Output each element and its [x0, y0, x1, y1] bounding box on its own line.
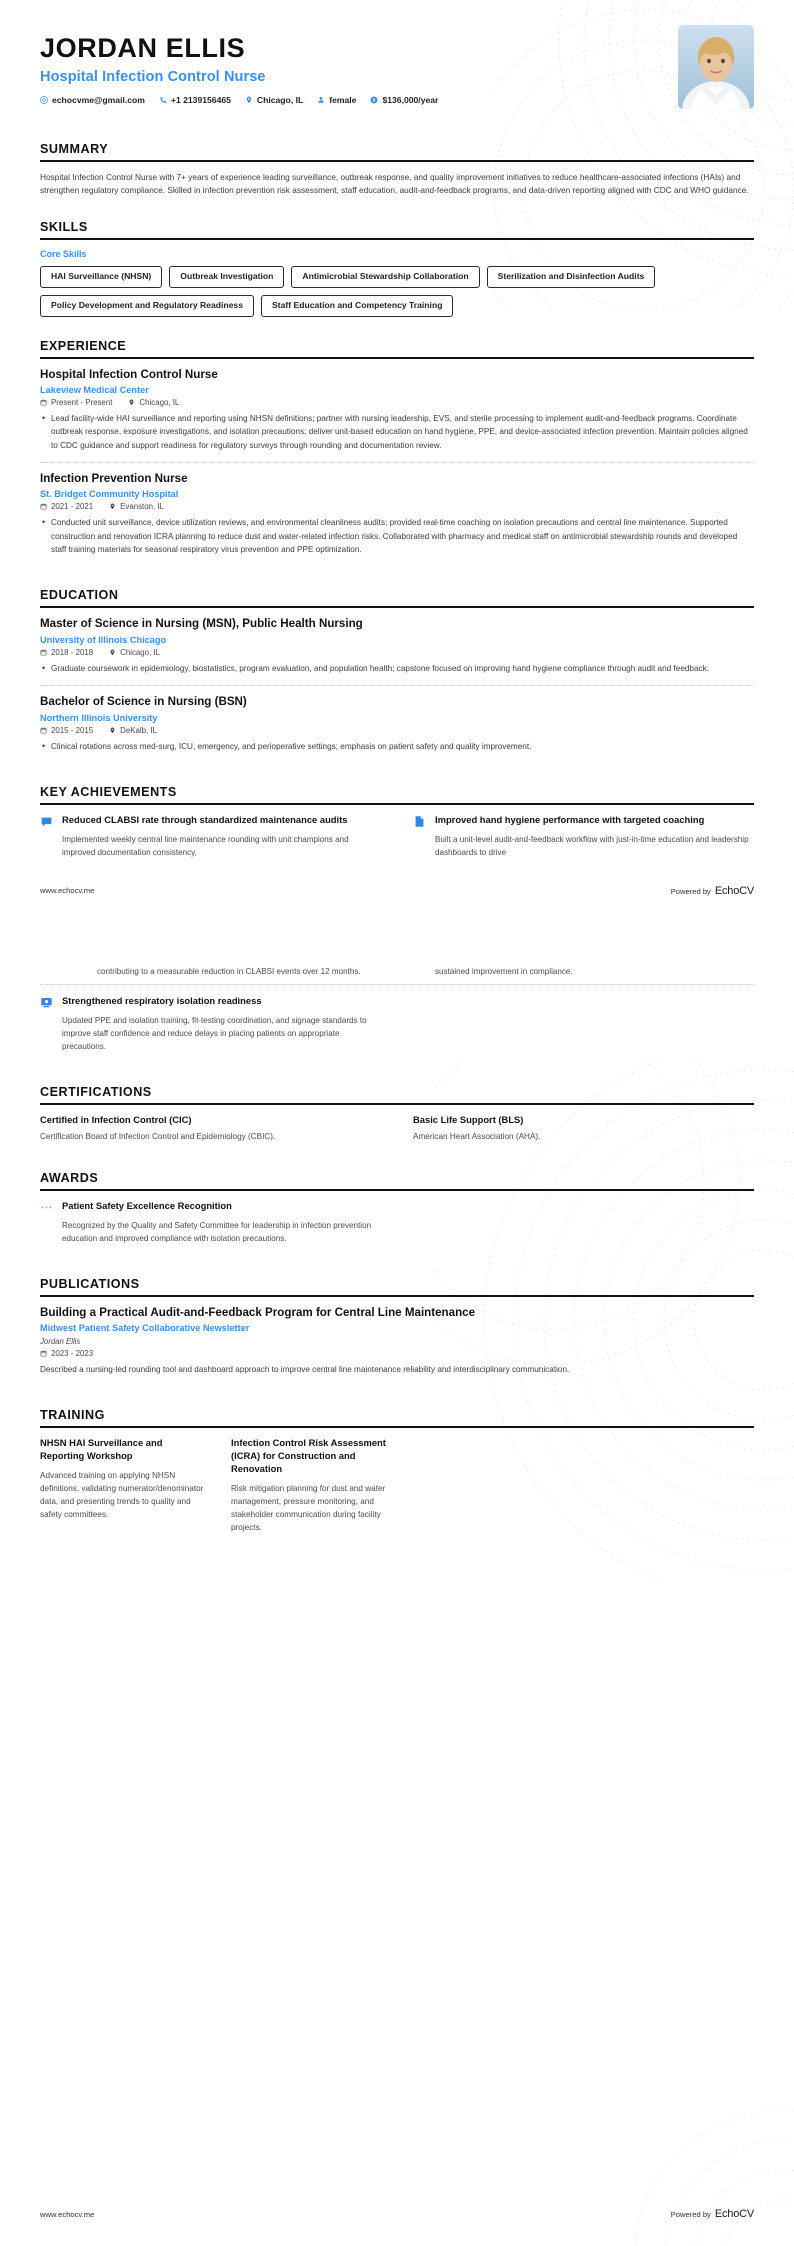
contact-gender — [317, 95, 356, 105]
footer-brand — [671, 885, 754, 897]
education-meta — [40, 726, 754, 735]
bullet-item: • Clinical rotations across med-surg, ICU, emergency, and perioperative settings; emphasis on patient safety and quality improvement. — [40, 740, 754, 753]
training-name: Infection Control Risk Assessment (ICRA) for Construction and Renovation — [231, 1436, 386, 1474]
education-meta — [40, 648, 754, 657]
skill-tag[interactable]: Staff Education and Competency Training — [261, 295, 453, 317]
publication-publisher: Midwest Patient Safety Collaborative Newsletter — [40, 1323, 250, 1334]
salary-icon — [370, 96, 378, 104]
experience-bullets — [40, 412, 754, 452]
powered-by-label: Powered by — [670, 886, 711, 896]
page-break-region — [0, 869, 794, 965]
date-range — [40, 1349, 93, 1358]
publication-desc: Described a nursing-led rounding tool and dashboard approach to improve central line maintenance reliability and interdisciplinary communication. — [40, 1365, 570, 1375]
training-section-title: TRAINING — [40, 1407, 105, 1422]
skill-tag[interactable]: Policy Development and Regulatory Readiness — [40, 295, 254, 317]
education-school: Northern Illinois University — [40, 712, 158, 723]
date-range — [40, 502, 93, 511]
awards-section-title: AWARDS — [40, 1170, 99, 1185]
experience-section-title: EXPERIENCE — [40, 338, 127, 353]
footer-url[interactable]: www.echocv.me — [40, 2209, 95, 2219]
speech-bubble-icon — [40, 815, 53, 828]
education-section-title: EDUCATION — [40, 588, 119, 603]
summary-section — [0, 142, 794, 198]
education-degree: Master of Science in Nursing (MSN), Public Health Nursing — [40, 617, 363, 631]
experience-meta — [40, 502, 754, 511]
bullet-item: • Lead facility-wide HAI surveillance and reporting using NHSN definitions; partner with nursing leadership, EVS, and sterile processing to implement audit-and-feedback programs. Coordinate outbreak response, exposure investigations, and isolation precautions; deliver unit-based education on hand hygiene, PPE, and device-associated infection prevention. Maintain policies aligned to CDC guidance and support readiness for regulatory surveys through rounding and documentation review. — [40, 412, 754, 452]
section-divider — [40, 606, 754, 608]
section-divider — [40, 1103, 754, 1105]
location-icon — [128, 399, 135, 406]
education-entry — [40, 617, 754, 685]
awards-grid — [40, 1200, 754, 1255]
section-divider — [40, 1189, 754, 1191]
achievements-grid — [40, 814, 754, 869]
experience-role: Infection Prevention Nurse — [40, 471, 188, 485]
achievement-desc: Implemented weekly central line maintenance rounding with unit champions and improved documentation consistency, — [62, 834, 349, 857]
experience-entry — [40, 462, 754, 566]
key-achievements-continued — [0, 965, 794, 1063]
skill-tag[interactable]: HAI Surveillance (NHSN) — [40, 266, 162, 288]
education-degree: Bachelor of Science in Nursing (BSN) — [40, 695, 247, 709]
achievement-desc-continued: contributing to a measurable reduction in CLABSI events over 12 months. — [97, 966, 361, 976]
document-icon — [413, 815, 426, 828]
location-icon — [109, 503, 116, 510]
contact-salary — [370, 95, 438, 105]
skill-tag[interactable]: Outbreak Investigation — [169, 266, 284, 288]
powered-by-label: Powered by — [670, 2210, 711, 2219]
training-name: NHSN HAI Surveillance and Reporting Workshop — [40, 1436, 163, 1461]
experience-company: Lakeview Medical Center — [40, 385, 149, 396]
certifications-section-title: CERTIFICATIONS — [40, 1084, 152, 1099]
training-item — [231, 1437, 396, 1543]
section-divider — [40, 357, 754, 359]
experience-meta — [40, 398, 754, 407]
section-divider — [40, 1426, 754, 1428]
achievement-desc: Built a unit-level audit-and-feedback workflow with just-in-time education and leadership dashboards to drive — [435, 834, 749, 857]
location — [109, 648, 160, 657]
award-desc: Recognized by the Quality and Safety Committee for leadership in infection prevention education and improved compliance with isolation precautions. — [62, 1220, 372, 1243]
publication-title: Building a Practical Audit-and-Feedback Program for Central Line Maintenance — [40, 1305, 476, 1319]
svg-text:$: $ — [373, 97, 376, 103]
skill-tag[interactable]: Sterilization and Disinfection Audits — [487, 266, 656, 288]
page-title: JORDAN ELLIS — [40, 33, 246, 63]
location — [109, 502, 164, 511]
training-item — [40, 1437, 205, 1543]
section-divider — [40, 238, 754, 240]
date-range-value: 2018 - 2018 — [51, 647, 94, 657]
resume-header — [0, 0, 794, 120]
certification-issuer: American Heart Association (AHA). — [413, 1131, 541, 1141]
achievement-title: Strengthened respiratory isolation readiness — [62, 994, 262, 1006]
training-grid — [40, 1437, 754, 1543]
bullet-item: • Graduate coursework in epidemiology, biostatistics, program evaluation, and population health; capstone focused on improving hand hygiene compliance through audit and feedback. — [40, 662, 754, 675]
location-value: DeKalb, IL — [120, 725, 157, 735]
avatar — [678, 25, 754, 109]
contact-location-value: Chicago, IL — [256, 94, 304, 105]
bullet-item: • Conducted unit surveillance, device utilization reviews, and environmental cleanliness audits; provided real-time coaching on isolation precautions and central line maintenance. Supported construction and renovation ICRA planning to reduce dust and water-related infection risks. Collaborated with pharmacy and medical staff on antimicrobial stewardship rounds and developed staff training materials for seasonal respiratory virus prevention and PPE optimization. — [40, 516, 754, 556]
achievement-desc: Updated PPE and isolation training, fit-testing coordination, and signage standards to improve staff confidence and reduce delays in placing patients on appropriate precautions. — [62, 1015, 367, 1051]
footer-brand — [671, 2208, 754, 2220]
contact-email[interactable] — [40, 95, 145, 105]
training-section — [0, 1408, 794, 1543]
calendar-icon — [40, 1350, 47, 1357]
section-divider — [40, 160, 754, 162]
publication-meta — [40, 1349, 754, 1358]
calendar-icon — [40, 399, 47, 406]
experience-company: St. Bridget Community Hospital — [40, 489, 179, 500]
achievement-title: Improved hand hygiene performance with targeted coaching — [435, 813, 705, 825]
calendar-icon — [40, 727, 47, 734]
contact-location — [245, 95, 303, 105]
date-range — [40, 726, 93, 735]
monitor-icon — [40, 996, 53, 1009]
location — [109, 726, 157, 735]
certification-issuer: Certification Board of Infection Control and Epidemiology (CBIC). — [40, 1131, 276, 1141]
experience-bullets — [40, 516, 754, 556]
achievement-item — [40, 814, 381, 869]
skills-group-label: Core Skills — [40, 248, 87, 259]
certifications-grid — [40, 1114, 754, 1149]
location-icon — [109, 727, 116, 734]
certification-name: Basic Life Support (BLS) — [413, 1113, 524, 1125]
key-achievements-section-title: KEY ACHIEVEMENTS — [40, 784, 177, 799]
achievement-title: Reduced CLABSI rate through standardized maintenance audits — [62, 813, 348, 825]
section-divider — [40, 1295, 754, 1297]
certification-item — [40, 1114, 381, 1149]
location-value: Evanston, IL — [120, 502, 164, 512]
education-section — [0, 588, 794, 763]
contact-phone-value: +1 2139156465 — [170, 94, 231, 105]
skills-section — [0, 220, 794, 317]
email-icon — [40, 96, 48, 104]
achievement-divider — [40, 984, 754, 995]
contact-row — [40, 95, 754, 105]
date-range-value: 2023 - 2023 — [51, 1349, 94, 1359]
achievement-item — [413, 814, 754, 869]
achievements-grid-continued — [40, 965, 754, 978]
location-icon — [245, 96, 253, 104]
achievement-desc-continued-wrap — [40, 965, 381, 978]
award-item — [40, 1200, 381, 1255]
location-value: Chicago, IL — [139, 398, 180, 408]
education-entry — [40, 685, 754, 763]
education-bullets — [40, 740, 754, 753]
contact-gender-value: female — [329, 94, 357, 105]
achievements-grid-row2 — [40, 995, 754, 1063]
certifications-section — [0, 1085, 794, 1149]
education-bullets — [40, 662, 754, 675]
date-range — [40, 648, 93, 657]
publication-author: Jordan Ellis — [40, 1337, 81, 1347]
section-divider — [40, 803, 754, 805]
summary-text: Hospital Infection Control Nurse with 7+ years of experience leading surveillance, outbreak response, and quality improvement initiatives to reduce healthcare-associated infections (HAIs) and strengthen regulatory compliance. Skilled in infection prevention risk assessment, staff education, audit-and-feedback programs, and data-driven reporting aligned with CDC and WHO guidance. — [40, 172, 749, 196]
key-achievements-section — [0, 785, 794, 869]
skill-tag-list — [40, 266, 754, 317]
awards-section — [0, 1171, 794, 1255]
achievement-item — [40, 995, 381, 1063]
location-icon — [109, 649, 116, 656]
date-range-value: Present - Present — [51, 398, 113, 408]
date-range-value: 2021 - 2021 — [51, 502, 94, 512]
education-school: University of Illinois Chicago — [40, 634, 167, 645]
gender-icon — [317, 96, 325, 104]
experience-section — [0, 339, 794, 567]
summary-section-title: SUMMARY — [40, 142, 109, 156]
certification-item — [413, 1114, 754, 1149]
location-value: Chicago, IL — [120, 647, 161, 657]
date-range-value: 2015 - 2015 — [51, 725, 94, 735]
skill-tag[interactable]: Antimicrobial Stewardship Collaboration — [291, 266, 479, 288]
training-desc: Risk mitigation planning for dust and water management, pressure monitoring, and stakeholder communication during facility projects. — [231, 1483, 386, 1533]
calendar-icon — [40, 503, 47, 510]
location — [128, 398, 179, 407]
achievement-desc-continued: sustained improvement in compliance. — [435, 966, 573, 976]
ellipsis-icon — [40, 1201, 53, 1214]
page-footer — [0, 2208, 794, 2220]
award-name: Patient Safety Excellence Recognition — [62, 1199, 232, 1211]
experience-role: Hospital Infection Control Nurse — [40, 367, 218, 381]
job-title: Hospital Infection Control Nurse — [40, 68, 266, 85]
phone-icon — [159, 96, 167, 104]
experience-entry — [40, 368, 754, 462]
publications-section — [0, 1277, 794, 1386]
skills-section-title: SKILLS — [40, 219, 88, 234]
calendar-icon — [40, 649, 47, 656]
page-footer — [0, 885, 794, 897]
publication-entry — [40, 1306, 754, 1386]
training-desc: Advanced training on applying NHSN definitions, validating numerator/denominator data, and presenting trends to quality and safety committees. — [40, 1470, 204, 1520]
achievement-desc-continued-wrap — [413, 965, 754, 978]
echocv-logo: EchoCV — [714, 884, 754, 897]
echocv-logo: EchoCV — [714, 2208, 754, 2220]
publications-section-title: PUBLICATIONS — [40, 1276, 140, 1291]
contact-phone[interactable] — [159, 95, 231, 105]
date-range — [40, 398, 112, 407]
footer-url[interactable]: www.echocv.me — [40, 886, 95, 896]
contact-salary-value: $136,000/year — [382, 94, 439, 105]
certification-name: Certified in Infection Control (CIC) — [40, 1113, 192, 1125]
contact-email-value: echocvme@gmail.com — [52, 94, 145, 105]
